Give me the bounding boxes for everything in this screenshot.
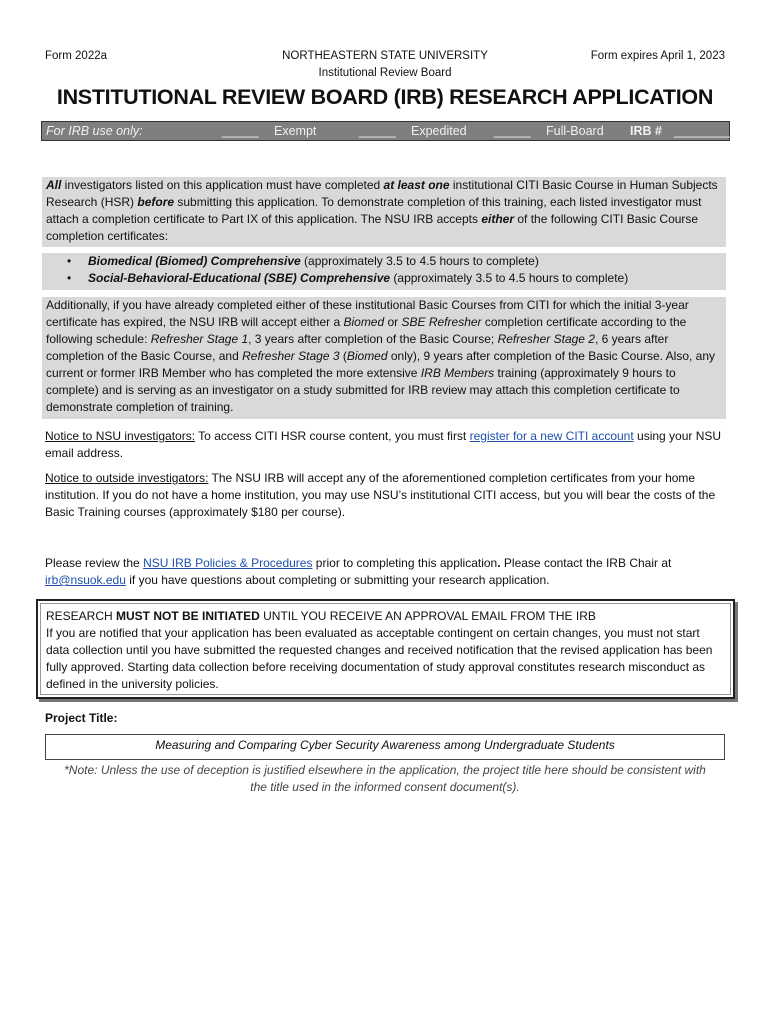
para1-text-1: investigators listed on this application must have completed [61,178,384,192]
notice-nsu-text-1: To access CITI HSR course content, you must first [195,429,470,443]
page-title: INSTITUTIONAL REVIEW BOARD (IRB) RESEARCH APPLICATION [56,85,714,109]
citi-requirement-paragraph [42,177,726,247]
board-name: Institutional Review Board [318,67,452,79]
notice-outside-label: Notice to outside investigators: [45,471,209,485]
emph-at-least-one: at least one [383,178,450,192]
para3-text-4: , 3 years after completion of the Basic Course; [248,332,498,346]
warning-emph: MUST NOT BE INITIATED [116,609,260,623]
warning-body: If you are notified that your application has been evaluated as acceptable contingent on certain changes, you must not start data collection until you have submitted the requested changes and received notification that the revised application has been fully approved. Starting data collection before receiving documentation of study approval constitutes research misconduct as defined in the university policies. [46,626,713,691]
review-text-4: if you have questions about completing or submitting your research application. [125,573,550,587]
para3-text-3: completion certificate according to the following schedule: [46,315,687,346]
para3-text-5: , 6 years after completion of the Basic Course, and [46,332,669,363]
course-list [42,253,726,290]
emph-stage-2: Refresher Stage 2 [497,332,595,346]
emph-sbe-refresher: SBE Refresher [401,315,482,329]
notice-nsu-label: Notice to NSU investigators: [45,429,196,443]
para1-text-3: submitting this application. To demonstrate completion of this training, each listed investigator must attach a completion certificate to Part IX of this application. The NSU IRB accepts [46,195,702,226]
exempt-blank[interactable]: ______ [222,124,258,138]
project-title-label: Project Title: [45,711,118,725]
para1-text-4: of the following CITI Basic Course completion certificates: [46,212,699,243]
emph-stage-1: Refresher Stage 1 [150,332,249,346]
irb-use-only-bar [41,121,734,141]
emph-irb-members: IRB Members [420,366,495,380]
notice-nsu-investigators [45,428,725,462]
para3-text-7: only), 9 years after completion of the Basic Course. Also, any current or former IRB Member who has completed the more extensive [46,349,716,380]
list-item [64,253,722,270]
emph-stage-3: Refresher Stage 3 [242,349,340,363]
course-detail-sbe: (approximately 3.5 to 4.5 hours to complete) [390,271,629,285]
warning-text-1: RESEARCH [46,609,117,623]
notice-outside-text: The NSU IRB will accept any of the aforementioned completion certificates from your home institution. If you do not have a home institution, you may use NSU’s institutional CITI access, but you will bear the costs of the Basic Training courses (approximately $180 per course). [45,471,716,519]
para3-text-2: or [384,315,402,329]
expedited-label: Expedited [411,124,467,138]
para3-text-6: ( [339,349,347,363]
warning-text-2: UNTIL YOU RECEIVE AN APPROVAL EMAIL FROM THE IRB [259,609,596,623]
para1-text-2: institutional CITI Basic Course in Human Subjects Research (HSR) [46,178,718,209]
expedited-blank[interactable]: ______ [359,124,395,138]
approval-warning-box [36,599,735,699]
list-item [64,270,722,287]
course-detail-biomed: (approximately 3.5 to 4.5 hours to complete) [300,254,539,268]
project-title-field[interactable]: Measuring and Comparing Cyber Security Awareness among Undergraduate Students [45,734,725,760]
course-name-sbe: Social-Behavioral-Educational (SBE) Comprehensive [88,271,391,285]
para3-text-1: Additionally, if you have already completed either of these institutional Basic Courses from CITI for which the initial 3-year certificate has expired, the NSU IRB will accept either a [46,298,689,329]
exempt-label: Exempt [274,124,317,138]
full-board-label: Full-Board [546,124,604,138]
review-text-3: Please contact the IRB Chair at [500,556,672,570]
emph-before: before [137,195,175,209]
irb-number-label: IRB # [630,124,662,138]
notice-nsu-text-2: using your NSU email address. [45,429,722,460]
review-policies-paragraph [45,555,725,589]
project-title-note: *Note: Unless the use of deception is justified elsewhere in the application, the project title here should be consistent with the title used in the informed consent document(s). [64,763,706,794]
irb-email-link[interactable]: irb@nsuok.edu [45,573,126,587]
emph-biomed-2: Biomed [346,349,388,363]
review-text-1: Please review the [45,556,144,570]
form-number: Form 2022a [45,50,108,62]
emph-biomed: Biomed [343,315,385,329]
review-dot: . [497,556,501,570]
irb-number-blank[interactable]: __________ [674,124,734,138]
review-text-2: prior to completing this application [312,556,498,570]
warning-heading [46,608,725,625]
policies-procedures-link[interactable]: NSU IRB Policies & Procedures [143,556,313,570]
refresher-paragraph [42,297,726,419]
irb-use-label: For IRB use only: [46,124,143,138]
emph-all: All [46,178,62,192]
form-expiration: Form expires April 1, 2023 [590,50,725,62]
notice-outside-investigators [45,470,725,521]
university-name: NORTHEASTERN STATE UNIVERSITY [282,50,488,62]
para3-text-8: training (approximately 9 hours to complete) and is serving as an investigator on a study submitted for IRB review may attach this completion certificate to demonstrate completion of training. [46,366,680,414]
course-name-biomed: Biomedical (Biomed) Comprehensive [88,254,301,268]
citi-register-link[interactable]: register for a new CITI account [469,429,634,443]
emph-either: either [481,212,515,226]
full-board-blank[interactable]: ______ [494,124,530,138]
